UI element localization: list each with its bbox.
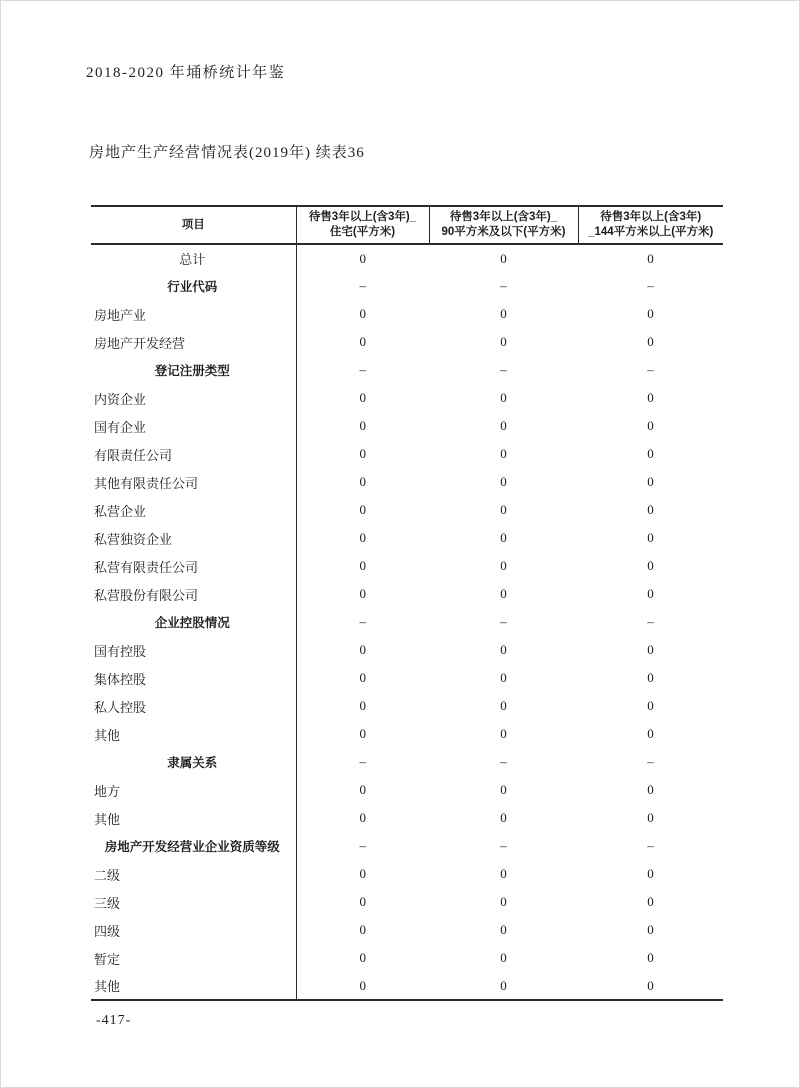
cell-value: 0	[359, 922, 366, 937]
cell-value: 0	[500, 474, 507, 489]
cell-value: 0	[359, 502, 366, 517]
table-row	[91, 300, 723, 328]
row-label: 行业代码	[91, 272, 296, 300]
row-label: 其他有限责任公司	[91, 468, 296, 496]
col-header-item	[91, 206, 296, 244]
cell-value: 0	[647, 586, 654, 601]
cell-value: 0	[647, 558, 654, 573]
cell-value: 0	[500, 782, 507, 797]
cell-value: 0	[647, 418, 654, 433]
row-label: 集体控股	[91, 664, 296, 692]
cell-value: 0	[359, 726, 366, 741]
row-label: 私营独资企业	[91, 524, 296, 552]
row-label: 总计	[91, 244, 296, 272]
cell-value: 0	[647, 530, 654, 545]
cell-value: 0	[359, 446, 366, 461]
cell-value: 0	[500, 894, 507, 909]
row-label: 房地产业	[91, 300, 296, 328]
cell-value: 0	[500, 502, 507, 517]
col-header-item-label: 项目	[181, 218, 205, 231]
cell-value: –	[500, 838, 507, 853]
col-header-over-144sqm	[578, 206, 723, 244]
cell-value: 0	[359, 642, 366, 657]
row-label: 二级	[91, 860, 296, 888]
table-header	[91, 206, 723, 244]
cell-value: 0	[359, 558, 366, 573]
table-row	[91, 776, 723, 804]
table-row	[91, 356, 723, 384]
col-header-line: 待售3年以上(含3年)_	[449, 211, 558, 223]
table-row	[91, 524, 723, 552]
table-title: 房地产生产经营情况表(2019年) 续表36	[89, 145, 365, 161]
row-label: 隶属关系	[91, 748, 296, 776]
cell-value: –	[647, 754, 654, 769]
col-header-line: 待售3年以上(含3年)_	[308, 211, 417, 223]
cell-value: 0	[500, 334, 507, 349]
row-label: 其他	[91, 804, 296, 832]
cell-value: 0	[359, 250, 366, 266]
header-row	[91, 206, 723, 244]
cell-value: 0	[500, 418, 507, 433]
cell-value: 0	[500, 950, 507, 965]
table-row	[91, 636, 723, 664]
cell-value: 0	[647, 922, 654, 937]
cell-value: –	[647, 614, 654, 629]
cell-value: 0	[500, 558, 507, 573]
cell-value: 0	[647, 894, 654, 909]
cell-value: –	[359, 838, 366, 853]
table-row	[91, 412, 723, 440]
cell-value: 0	[647, 306, 654, 321]
row-label: 私营企业	[91, 496, 296, 524]
page-number: -417-	[96, 1013, 132, 1028]
statistics-table	[91, 205, 723, 1001]
cell-value: 0	[359, 418, 366, 433]
cell-value: 0	[647, 390, 654, 405]
cell-value: 0	[647, 782, 654, 797]
row-label: 地方	[91, 776, 296, 804]
table-row	[91, 384, 723, 412]
cell-value: 0	[359, 306, 366, 321]
cell-value: 0	[359, 782, 366, 797]
yearbook-header: 2018-2020 年埇桥统计年鉴	[86, 65, 286, 81]
cell-value: 0	[359, 810, 366, 825]
cell-value: 0	[647, 502, 654, 517]
row-label: 四级	[91, 916, 296, 944]
table-row	[91, 692, 723, 720]
cell-value: –	[359, 362, 366, 377]
row-label: 国有企业	[91, 412, 296, 440]
cell-value: 0	[359, 698, 366, 713]
row-label: 其他	[91, 720, 296, 748]
cell-value: 0	[359, 334, 366, 349]
row-label: 登记注册类型	[91, 356, 296, 384]
table-row	[91, 832, 723, 860]
row-label: 三级	[91, 888, 296, 916]
cell-value: 0	[500, 977, 507, 993]
cell-value: 0	[500, 306, 507, 321]
cell-value: 0	[500, 922, 507, 937]
cell-value: 0	[647, 670, 654, 685]
row-label: 其他	[91, 972, 296, 1000]
row-label: 私人控股	[91, 692, 296, 720]
table-row	[91, 440, 723, 468]
table-row	[91, 972, 723, 1000]
col-header-line: 住宅(平方米)	[329, 226, 396, 238]
row-label: 私营有限责任公司	[91, 552, 296, 580]
cell-value: –	[647, 838, 654, 853]
row-label: 房地产开发经营	[91, 328, 296, 356]
table-row	[91, 580, 723, 608]
row-label: 国有控股	[91, 636, 296, 664]
cell-value: –	[500, 278, 507, 293]
cell-value: 0	[647, 950, 654, 965]
cell-value: 0	[359, 530, 366, 545]
cell-value: 0	[500, 866, 507, 881]
table-row	[91, 944, 723, 972]
cell-value: –	[500, 754, 507, 769]
cell-value: –	[359, 278, 366, 293]
cell-value: 0	[647, 642, 654, 657]
table-row	[91, 552, 723, 580]
cell-value: 0	[359, 586, 366, 601]
table-row	[91, 804, 723, 832]
table-body	[91, 244, 723, 1000]
cell-value: 0	[647, 698, 654, 713]
col-header-line: 待售3年以上(含3年)	[600, 211, 702, 223]
cell-value: 0	[647, 726, 654, 741]
cell-value: 0	[647, 334, 654, 349]
cell-value: –	[647, 278, 654, 293]
row-label: 企业控股情况	[91, 608, 296, 636]
cell-value: –	[500, 362, 507, 377]
cell-value: 0	[500, 446, 507, 461]
cell-value: 0	[359, 977, 366, 993]
cell-value: 0	[647, 250, 654, 266]
cell-value: 0	[647, 810, 654, 825]
table-row	[91, 272, 723, 300]
table-row	[91, 748, 723, 776]
table-row	[91, 888, 723, 916]
row-label: 有限责任公司	[91, 440, 296, 468]
col-header-line: _144平方米以上(平方米)	[588, 226, 714, 238]
col-header-residential	[296, 206, 429, 244]
cell-value: 0	[500, 726, 507, 741]
cell-value: –	[647, 362, 654, 377]
cell-value: 0	[359, 950, 366, 965]
table-row	[91, 860, 723, 888]
cell-value: 0	[500, 670, 507, 685]
cell-value: 0	[500, 250, 507, 266]
cell-value: 0	[500, 586, 507, 601]
cell-value: 0	[500, 698, 507, 713]
row-label: 私营股份有限公司	[91, 580, 296, 608]
table-row	[91, 916, 723, 944]
cell-value: 0	[359, 670, 366, 685]
cell-value: 0	[647, 977, 654, 993]
cell-value: –	[500, 614, 507, 629]
table-row	[91, 608, 723, 636]
cell-value: 0	[500, 810, 507, 825]
table-row	[91, 328, 723, 356]
cell-value: 0	[647, 474, 654, 489]
row-label: 暂定	[91, 944, 296, 972]
col-header-under-90sqm	[429, 206, 578, 244]
row-label: 内资企业	[91, 384, 296, 412]
cell-value: –	[359, 754, 366, 769]
col-header-line: 90平方米及以下(平方米)	[441, 226, 566, 238]
cell-value: 0	[647, 446, 654, 461]
table-row	[91, 496, 723, 524]
cell-value: 0	[359, 866, 366, 881]
cell-value: 0	[647, 866, 654, 881]
cell-value: 0	[359, 474, 366, 489]
table-row	[91, 468, 723, 496]
table-row	[91, 720, 723, 748]
cell-value: 0	[500, 530, 507, 545]
cell-value: –	[359, 614, 366, 629]
cell-value: 0	[500, 642, 507, 657]
table-row	[91, 244, 723, 272]
cell-value: 0	[359, 390, 366, 405]
cell-value: 0	[359, 894, 366, 909]
cell-value: 0	[500, 390, 507, 405]
table-row	[91, 664, 723, 692]
row-label: 房地产开发经营业企业资质等级	[91, 832, 296, 860]
